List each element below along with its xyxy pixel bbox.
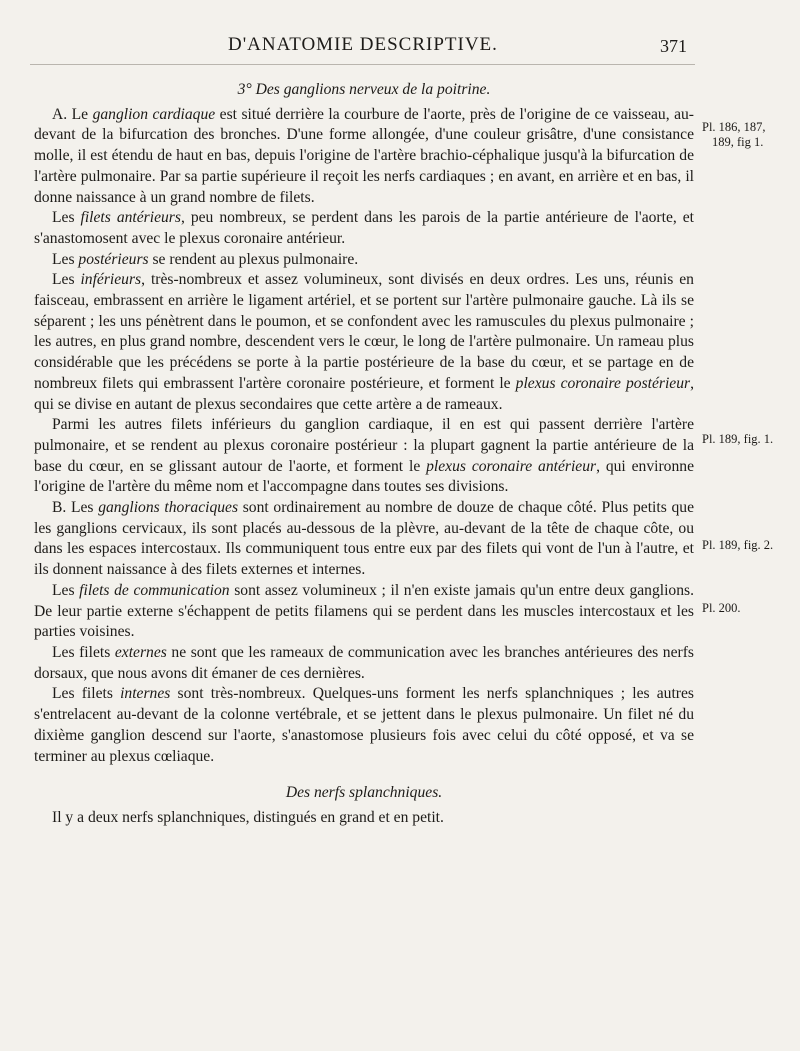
margin-notes	[702, 0, 797, 1051]
paragraph-filets-communication: Les filets de communication sont assez volumineux ; il n'en existe jamais qu'un entre deux ganglions. De leur partie externe s'échappent de petits filamens qui se perdent dans les muscles intercostaux et les parties voisines.	[34, 581, 694, 641]
running-title: D'ANATOMIE DESCRIPTIVE.	[228, 34, 498, 55]
paragraph-filets-externes: Les filets externes ne sont que les rameaux de communication avec les branches antérieures des nerfs dorsaux, que nous avons dit émaner de ces dernières.	[34, 643, 694, 682]
margin-note-pl-189-fig2: Pl. 189, fig. 2.	[702, 538, 774, 552]
margin-note-pl-200: Pl. 200.	[702, 601, 741, 615]
page-number: 371	[660, 36, 687, 56]
paragraph-nerfs-splanchniques: Il y a deux nerfs splanchniques, distingués en grand et en petit.	[52, 808, 444, 826]
paragraph-inferieurs: Les inférieurs, très-nombreux et assez volumineux, sont divisés en deux ordres. Les uns, réunis en faisceau, embrassent en arrière le ligament artériel, et se portent sur l'artère pulmonaire gauche. Là ils se séparent ; les uns pénètrent dans le poumon, et se confondent avec les ramuscules du plexus pulmonaire ; les autres, en plus grand nombre, descendent vers le cœur, le long de l'artère pulmonaire. Un rameau plus considérable que les précédens se porte à la partie postérieure de la base du cœur, et se partage en de nombreux filets qui embrassent l'artère coronaire postérieure, et forment le plexus coronaire postérieur, qui se divise en autant de plexus secondaires que cette artère a de rameaux.	[34, 271, 694, 413]
header-rule	[30, 64, 695, 65]
section-heading: 3° Des ganglions nerveux de la poitrine.	[237, 81, 491, 98]
body-text	[34, 78, 694, 829]
paragraph-ganglions-thoraciques: B. Les ganglions thoraciques sont ordinairement au nombre de douze de chaque côté. Plus petits que les ganglions cervicaux, ils sont placés au-dessous de la plèvre, au-devant de la tête de chaque côte, ou dans les espaces intercostaux. Ils communiquent tous entre eux par des filets qui vont de l'un à l'autre, et ils donnent naissance à des filets externes et internes.	[34, 499, 694, 579]
paragraph-filets-anterieurs: Les filets antérieurs, peu nombreux, se perdent dans les parois de la partie antérieure de l'aorte, et s'anastomosent avec le plexus coronaire antérieur.	[34, 209, 695, 247]
subsection-heading: Des nerfs splanchniques.	[285, 784, 443, 802]
page-header	[0, 34, 800, 64]
paragraph-posterieurs: Les postérieurs se rendent au plexus pulmonaire.	[52, 250, 359, 268]
paragraph-ganglion-cardiaque: A. Le ganglion cardiaque est situé derrière la courbure de l'aorte, près de l'origine de ce vaisseau, au-devant de la bifurcation des bronches. D'une forme allongée, d'une couleur grisâtre, d'une consistance molle, il est étendu de haut en bas, depuis l'origine de l'artère brachio-céphalique jusqu'à la bifurcation de l'artère pulmonaire. Par sa partie supérieure il reçoit les nerfs cardiaques ; en avant, en arrière et en bas, il donne naissance à un grand nombre de filets.	[34, 105, 695, 206]
margin-note-pl-186: Pl. 186, 187, 189, fig 1.	[702, 120, 766, 149]
paragraph-filets-internes: Les filets internes sont très-nombreux. Quelques-uns forment les nerfs splanchniques ; les autres s'entrelacent au-devant de la colonne vertébrale, et se jettent dans le plexus pulmonaire. Un filet né du dixième ganglion descend sur l'aorte, s'anastomose plusieurs fois avec celui du côté opposé, et va se terminer au plexus cœliaque.	[34, 685, 694, 765]
margin-note-pl-189-fig1: Pl. 189, fig. 1.	[702, 432, 774, 446]
paragraph-autres-filets: Parmi les autres filets inférieurs du ganglion cardiaque, il en est qui passent derrière l'artère pulmonaire, et se rendent au plexus coronaire postérieur : la plupart gagnent la partie antérieure de la base du cœur, en se glissant autour de l'aorte, et forment le plexus coronaire antérieur, qui environne l'origine de l'artère du même nom et l'accompagne dans toutes ses divisions.	[34, 416, 694, 496]
